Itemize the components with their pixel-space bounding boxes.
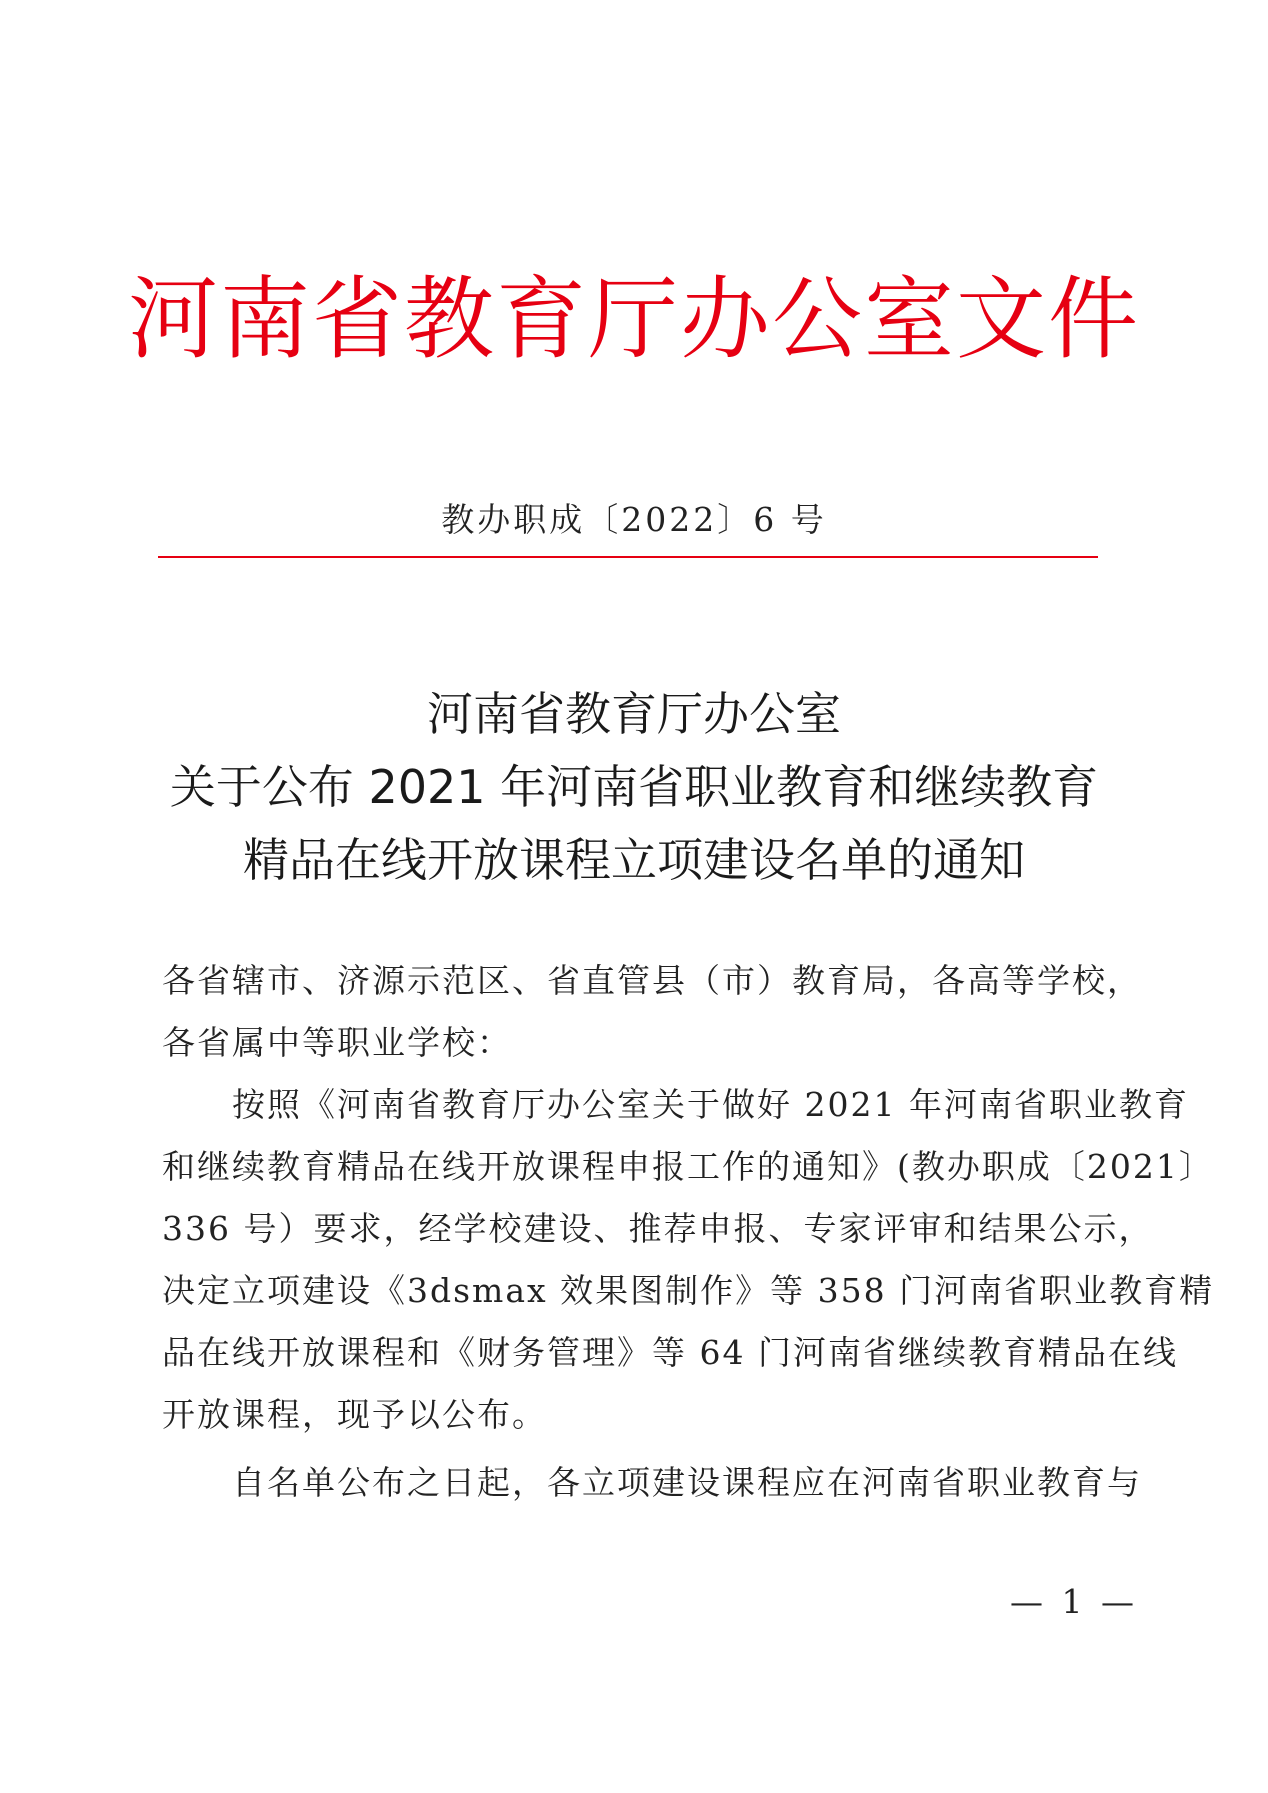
paragraph1-line-3: 336 号）要求，经学校建设、推荐申报、专家评审和结果公示， — [162, 1209, 1154, 1248]
paragraph1-line-1: 按照《河南省教育厅办公室关于做好 2021 年河南省职业教育 — [162, 1085, 1189, 1124]
title-line-1: 河南省教育厅办公室 — [427, 687, 841, 741]
recipients-line-1: 各省辖市、济源示范区、省直管县（市）教育局，各高等学校， — [162, 961, 1142, 1000]
title-line-3: 精品在线开放课程立项建设名单的通知 — [243, 833, 1025, 887]
red-separator-line — [158, 556, 1098, 558]
title-line-2: 关于公布 2021 年河南省职业教育和继续教育 — [169, 760, 1099, 814]
paragraph1-line-2: 和继续教育精品在线开放课程申报工作的通知》(教办职成〔2021〕 — [162, 1147, 1214, 1186]
page-number: — 1 — — [1010, 1582, 1138, 1621]
paragraph1-line-5: 品在线开放课程和《财务管理》等 64 门河南省继续教育精品在线 — [162, 1333, 1178, 1372]
document-masthead: 河南省教育厅办公室文件 — [128, 267, 1140, 372]
recipients-line-2: 各省属中等职业学校： — [162, 1023, 512, 1062]
document-number: 教办职成〔2022〕6 号 — [441, 500, 827, 539]
document-title — [0, 678, 1268, 897]
paragraph1-line-4: 决定立项建设《3dsmax 效果图制作》等 358 门河南省职业教育精 — [162, 1271, 1215, 1310]
paragraph2-line-1: 自名单公布之日起，各立项建设课程应在河南省职业教育与 — [162, 1463, 1142, 1502]
paragraph1-line-6: 开放课程，现予以公布。 — [162, 1395, 547, 1434]
